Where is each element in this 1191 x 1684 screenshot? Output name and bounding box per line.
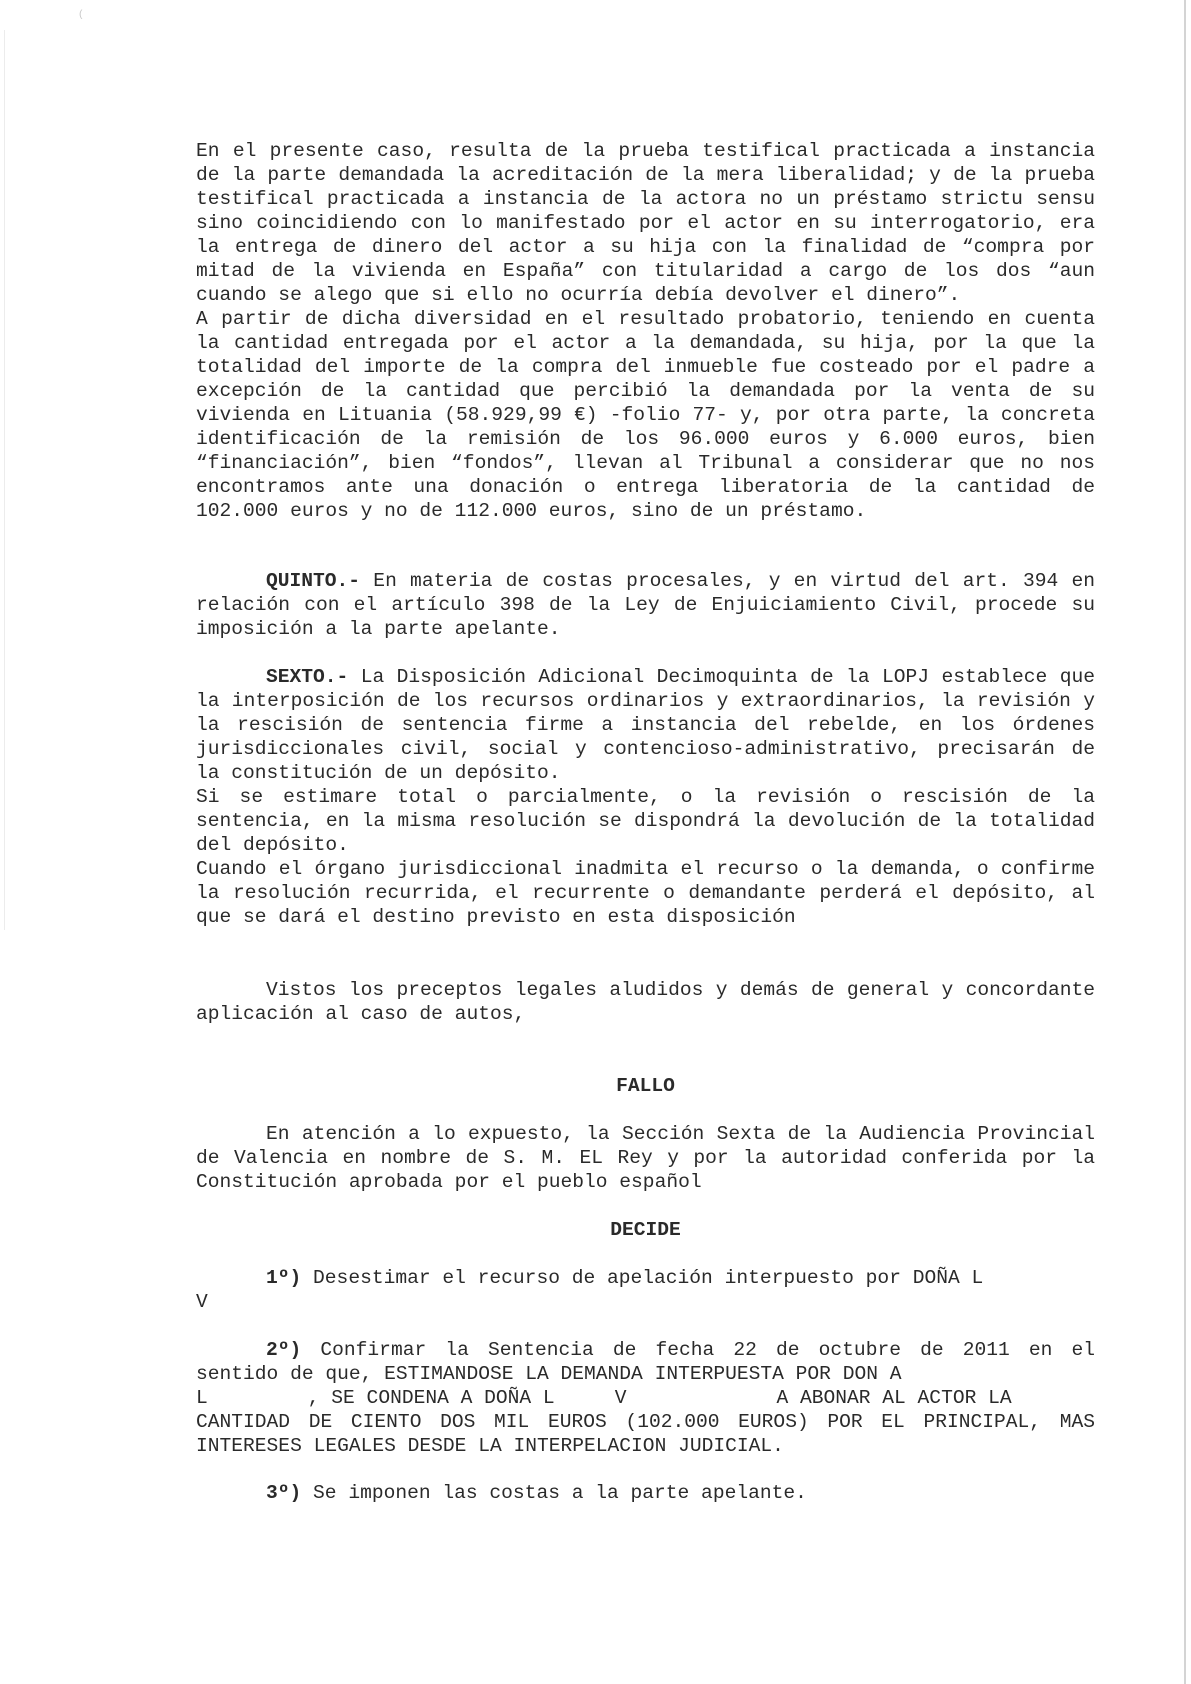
paragraph-a-partir: A partir de dicha diversidad en el resultado probatorio, teniendo en cuenta la cantidad entregada por el actor a la demandada, su hija, por la que la totalidad del importe de la compra del inmueble fue costeado por el padre a excepción de la cantidad que percibió la demandada por la venta de su vivienda en Lituania (58.929,99 €) -folio 77- y, por otra parte, la concreta identificación de la remisión de los 96.000 euros y 6.000 euros, bien “financiación”, bien “fondos”, llevan al Tribunal a considerar que no nos encontramos ante una donación o entrega liberatoria de la cantidad de 102.000 euros y no de 112.000 euros, sino de un préstamo. [196,308,1095,522]
item-1-number: 1º) [266,1267,302,1289]
item-2-condena: , SE CONDENA A DOÑA L [307,1387,555,1409]
paragraph-vistos: Vistos los preceptos legales aludidos y demás de general y concordante aplicación al caso de autos, [196,979,1095,1025]
item-2-line2 [196,1386,1095,1410]
paragraph-fallo-intro: En atención a lo expuesto, la Sección Sexta de la Audiencia Provincial de Valencia en nombre de S. M. EL Rey y por la autoridad conferida por la Constitución aprobada por el pueblo español [196,1123,1095,1193]
decision-item-2 [196,1338,1095,1458]
paragraph-estimare: Si se estimare total o parcialmente, o la revisión o rescisión de la sentencia, en la misma resolución se dispondrá la devolución de la totalidad del depósito. [196,786,1095,856]
scan-left-edge [4,30,5,930]
fundamento-sexto [196,665,1095,929]
item-2-redacted-v: V [614,1387,627,1409]
item-3-number: 3º) [266,1482,302,1504]
fallo-heading: FALLO [616,1075,675,1097]
item-2-text [196,1338,1095,1386]
item-3-text [196,1481,1095,1505]
item-2-abonar: A ABONAR AL ACTOR LA [776,1387,1012,1409]
sexto-label: SEXTO.- [266,666,349,688]
quinto-label: QUINTO.- [266,570,361,592]
item-1-body: Desestimar el recurso de apelación interpuesto por DOÑA L [301,1267,984,1289]
decision-item-3 [196,1481,1095,1505]
fundamento-quinto [196,569,1095,641]
item-2-number: 2º) [266,1339,302,1361]
item-2-rest: CANTIDAD DE CIENTO DOS MIL EUROS (102.000 EUROS) POR EL PRINCIPAL, MAS INTERESES LEGALES DESDE LA INTERPELACION JUDICIAL. [196,1411,1095,1457]
decision-item-1 [196,1266,1095,1314]
paragraph-quinto [196,569,1095,641]
item-2-body: Confirmar la Sentencia de fecha 22 de octubre de 2011 en el sentido de que, ESTIMANDOSE LA DEMANDA INTERPUESTA POR DON A [196,1339,1095,1385]
paragraph-sexto [196,665,1095,785]
quinto-text: En materia de costas procesales, y en virtud del art. 394 en relación con el artículo 398 de la Ley de Enjuiciamiento Civil, procede su imposición a la parte apelante. [196,570,1095,640]
vistos-block [196,978,1095,1026]
paragraph-inadmita: Cuando el órgano jurisdiccional inadmita el recurso o la demanda, o confirme la resolución recurrida, el recurrente o demandante perderá el depósito, al que se dará el destino previsto en esta disposición [196,858,1095,928]
item-2-redacted-l: L [196,1387,208,1409]
scan-edge-line [1184,0,1186,1684]
page-mark: ( [78,10,85,21]
item-1-cont: V [196,1291,208,1313]
decide-heading: DECIDE [610,1219,681,1241]
item-1-text [196,1266,1095,1290]
fallo-intro-block [196,1122,1095,1194]
sexto-text: La Disposición Adicional Decimoquinta de la LOPJ establece que la interposición de los recursos ordinarios y extraordinarios, la revisión y la rescisión de sentencia firme a instancia del rebelde, en los órdenes jurisdiccionales civil, social y contencioso-administrativo, precisarán de la constitución de un depósito. [196,666,1095,784]
fundamento-cuarto [196,139,1095,523]
paragraph-prueba: En el presente caso, resulta de la prueba testifical practicada a instancia de la parte demandada la acreditación de la mera liberalidad; y de la prueba testifical practicada a instancia de la actora no un préstamo strictu sensu sino coincidiendo con lo manifestado por el actor en su interrogatorio, era la entrega de dinero del actor a su hija con la finalidad de “compra por mitad de la vivienda en España” con titularidad a cargo de los dos “aun cuando se alego que si ello no ocurría debía devolver el dinero”. [196,140,1095,306]
item-3-body: Se imponen las costas a la parte apelante. [301,1482,807,1504]
